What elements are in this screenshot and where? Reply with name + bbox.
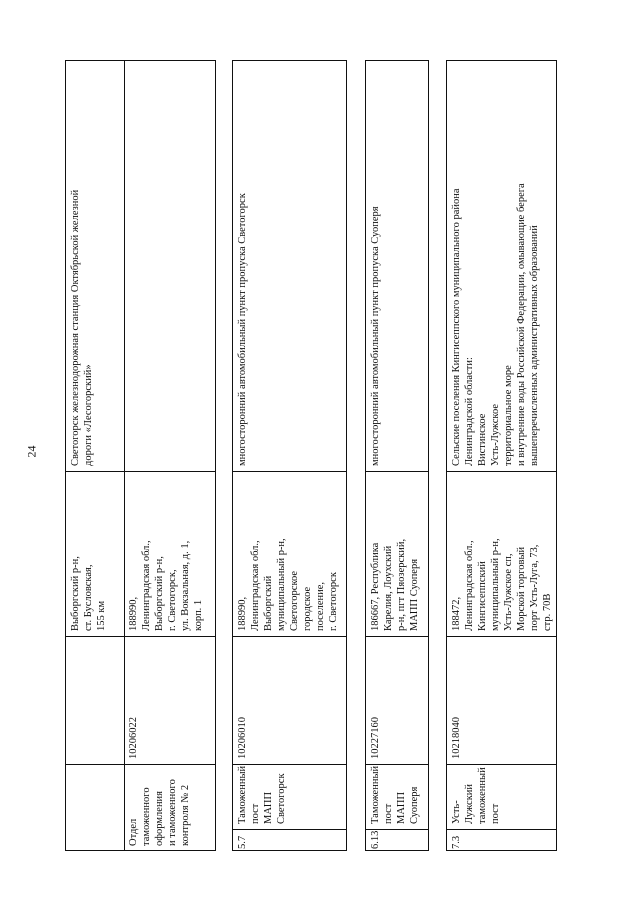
post-name: Усть-Лужский таможенный пост: [451, 767, 501, 824]
post-name: Таможенный пост МАПП Суоперя: [370, 765, 420, 824]
address: 186667, Республика Карелия, Лоухский р-н, пгт Пяозерский, МАПП Суоперя: [370, 538, 420, 631]
row-number: 7.3: [451, 835, 462, 849]
row-number: 6.13: [370, 830, 381, 849]
table-row-continuation: [65, 60, 216, 851]
row-number: 5.7: [237, 835, 248, 849]
post-code: 10206010: [237, 717, 248, 759]
area-description: многосторонний автомобильный пункт пропуска Суоперя: [370, 206, 381, 466]
address: 188990, Ленинградская обл., Выборгский муниципальный р-н, Светогорское городское поселение, г. Светогорск: [237, 538, 339, 631]
post-code: 10206022: [128, 717, 139, 759]
page-number: 24: [24, 445, 39, 458]
table-row-5-7: [232, 60, 347, 851]
address: 188472, Ленинградская обл., Кингисеппский муниципальный р-н, Усть-Лужское сп, Морской торговый порт Усть-Луга, 73, стр. 70В: [451, 538, 553, 631]
area-description: многосторонний автомобильный пункт пропуска Светогорск: [237, 193, 248, 466]
post-code: 10218040: [451, 717, 462, 759]
table-row-6-13: [365, 60, 429, 851]
area-description: Светогорск железнодорожная станция Октябрьской железной дороги «Лесогорский»: [70, 189, 94, 466]
post-name: Таможенный пост МАПП Светогорск: [237, 765, 287, 824]
table-row-7-3: [446, 60, 557, 851]
address-station: Выборгский р-н, ст. Бусловская, 155 км: [70, 556, 107, 631]
post-code: 10227160: [370, 717, 381, 759]
address: 188990, Ленинградская обл., Выборгский р-н, г. Светогорск, ул. Вокзальная, д. 1, корп. 1: [128, 540, 204, 631]
area-description: Сельские поселения Кингисеппского муниципального района Ленинградской области: Вистинское Усть-Лужское территориальное море и внутренние воды Российской Федерации, омывающие берега вышеперечисленных административных образований: [451, 183, 540, 466]
post-name: Отдел таможенного оформления и таможенного контроля № 2: [128, 779, 191, 846]
